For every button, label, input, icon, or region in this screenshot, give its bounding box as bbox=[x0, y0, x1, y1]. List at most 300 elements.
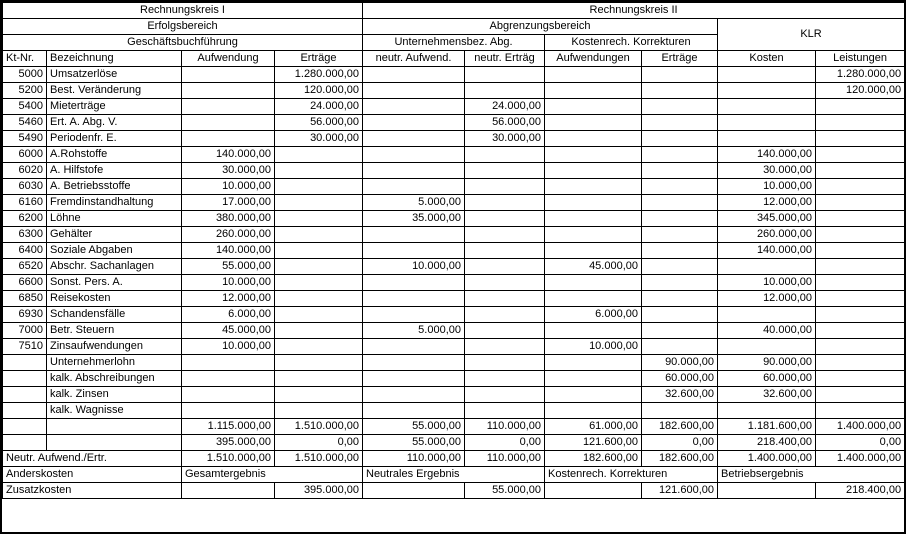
cell-ktnr bbox=[3, 355, 47, 371]
cell-klr-leistungen bbox=[816, 387, 905, 403]
table-row bbox=[3, 387, 905, 403]
table-row bbox=[3, 115, 905, 131]
col-ertraege-kk: Erträge bbox=[642, 51, 718, 67]
cell-neutr-ertrag bbox=[465, 339, 545, 355]
cell-bezeichnung: Zinsaufwendungen bbox=[47, 339, 182, 355]
cell-gb-aufwendung bbox=[182, 355, 275, 371]
cell-neutr-aufwend bbox=[363, 227, 465, 243]
cell-bezeichnung: A. Betriebsstoffe bbox=[47, 179, 182, 195]
cell-neutr-aufwend bbox=[363, 403, 465, 419]
col-bezeichnung: Bezeichnung bbox=[47, 51, 182, 67]
cell-neutr-aufwend bbox=[363, 291, 465, 307]
cell-klr-leistungen bbox=[816, 323, 905, 339]
cell-gb-aufwendung: 45.000,00 bbox=[182, 323, 275, 339]
cell-kk-ertraege bbox=[642, 323, 718, 339]
cell-neutr-aufwend: 35.000,00 bbox=[363, 211, 465, 227]
cell-neutr-ertrag bbox=[465, 83, 545, 99]
cell-neutr-aufwend bbox=[363, 99, 465, 115]
cell-bezeichnung: Mieterträge bbox=[47, 99, 182, 115]
sum-row-1 bbox=[3, 419, 905, 435]
cell-neutr-aufwend bbox=[363, 387, 465, 403]
cell-gb-aufwendung: 10.000,00 bbox=[182, 275, 275, 291]
cell-neutr-ertrag: 24.000,00 bbox=[465, 99, 545, 115]
sum1-gb-aufwendung: 1.115.000,00 bbox=[182, 419, 275, 435]
cell-kk-ertraege bbox=[642, 83, 718, 99]
cell-bezeichnung: A.Rohstoffe bbox=[47, 147, 182, 163]
table-row bbox=[3, 275, 905, 291]
cell-klr-leistungen bbox=[816, 307, 905, 323]
cell-kk-aufwendungen bbox=[545, 403, 642, 419]
cell-kk-ertraege bbox=[642, 147, 718, 163]
cell-neutr-ertrag bbox=[465, 323, 545, 339]
col-ktnr: Kt-Nr. bbox=[3, 51, 47, 67]
cell-kk-ertraege bbox=[642, 211, 718, 227]
value-kostenrech-korrekturen: 121.600,00 bbox=[642, 483, 718, 499]
cell-klr-kosten: 12.000,00 bbox=[718, 291, 816, 307]
header-rk2: Rechnungskreis II bbox=[363, 3, 905, 19]
table-row bbox=[3, 131, 905, 147]
header-kostenrech-korrekturen: Kostenrech. Korrekturen bbox=[545, 35, 718, 51]
cell-gb-ertraege bbox=[275, 355, 363, 371]
cell-kk-aufwendungen bbox=[545, 291, 642, 307]
sum3-kk-aufwendungen: 182.600,00 bbox=[545, 451, 642, 467]
cell-ktnr bbox=[3, 403, 47, 419]
cell-klr-kosten: 32.600,00 bbox=[718, 387, 816, 403]
cell-kk-ertraege bbox=[642, 99, 718, 115]
cell-ktnr: 6030 bbox=[3, 179, 47, 195]
cell-ktnr: 5460 bbox=[3, 115, 47, 131]
cell-gb-aufwendung bbox=[182, 115, 275, 131]
cell-gb-ertraege bbox=[275, 323, 363, 339]
cell-neutr-aufwend bbox=[363, 371, 465, 387]
cell-kk-aufwendungen bbox=[545, 211, 642, 227]
cell-kk-ertraege bbox=[642, 259, 718, 275]
cell-kk-aufwendungen bbox=[545, 355, 642, 371]
cell-neutr-ertrag bbox=[465, 403, 545, 419]
cell-gb-ertraege: 56.000,00 bbox=[275, 115, 363, 131]
label-betriebsergebnis: Betriebsergebnis bbox=[718, 467, 905, 483]
cell-kk-aufwendungen: 10.000,00 bbox=[545, 339, 642, 355]
cell-kk-aufwendungen bbox=[545, 163, 642, 179]
cell-ktnr: 6520 bbox=[3, 259, 47, 275]
cell-kk-aufwendungen bbox=[545, 131, 642, 147]
cell-neutr-ertrag bbox=[465, 355, 545, 371]
table-row bbox=[3, 371, 905, 387]
cell-gb-aufwendung: 55.000,00 bbox=[182, 259, 275, 275]
cell-ktnr: 6020 bbox=[3, 163, 47, 179]
cell-klr-kosten: 12.000,00 bbox=[718, 195, 816, 211]
sum1-neutr-aufwend: 55.000,00 bbox=[363, 419, 465, 435]
sum1-kk-ertraege: 182.600,00 bbox=[642, 419, 718, 435]
cell-ktnr: 5000 bbox=[3, 67, 47, 83]
cell-klr-kosten: 10.000,00 bbox=[718, 275, 816, 291]
cell-klr-kosten: 30.000,00 bbox=[718, 163, 816, 179]
cell-klr-kosten: 40.000,00 bbox=[718, 323, 816, 339]
table-row bbox=[3, 339, 905, 355]
cell-klr-leistungen bbox=[816, 131, 905, 147]
cell-klr-leistungen: 1.280.000,00 bbox=[816, 67, 905, 83]
cell-klr-kosten bbox=[718, 67, 816, 83]
cell-kk-ertraege bbox=[642, 291, 718, 307]
label-kostenrech-korrekturen: Kostenrech. Korrekturen bbox=[545, 467, 718, 483]
cell-neutr-aufwend bbox=[363, 275, 465, 291]
table-row bbox=[3, 307, 905, 323]
cell-bezeichnung: kalk. Zinsen bbox=[47, 387, 182, 403]
cell-klr-kosten bbox=[718, 131, 816, 147]
cell-klr-leistungen bbox=[816, 227, 905, 243]
cell-klr-kosten bbox=[718, 115, 816, 131]
cell-neutr-ertrag bbox=[465, 211, 545, 227]
cell-kk-ertraege: 90.000,00 bbox=[642, 355, 718, 371]
table-row bbox=[3, 163, 905, 179]
cell-ktnr bbox=[3, 371, 47, 387]
result-value-row bbox=[3, 483, 905, 499]
cell-gb-aufwendung: 140.000,00 bbox=[182, 243, 275, 259]
cell-klr-kosten bbox=[718, 99, 816, 115]
table-row bbox=[3, 195, 905, 211]
cell-kk-aufwendungen bbox=[545, 371, 642, 387]
cell-neutr-ertrag bbox=[465, 195, 545, 211]
cell-gb-ertraege bbox=[275, 147, 363, 163]
sum2-kk-ertraege: 0,00 bbox=[642, 435, 718, 451]
sum2-kk-aufwendungen: 121.600,00 bbox=[545, 435, 642, 451]
cell-neutr-ertrag bbox=[465, 179, 545, 195]
cell-bezeichnung: Abschr. Sachanlagen bbox=[47, 259, 182, 275]
cell-gb-aufwendung: 12.000,00 bbox=[182, 291, 275, 307]
cell-bezeichnung: kalk. Wagnisse bbox=[47, 403, 182, 419]
cell-gb-aufwendung: 260.000,00 bbox=[182, 227, 275, 243]
cell-gb-ertraege bbox=[275, 259, 363, 275]
sum3-gb-ertraege: 1.510.000,00 bbox=[275, 451, 363, 467]
cell-klr-leistungen bbox=[816, 195, 905, 211]
cell-ktnr bbox=[3, 387, 47, 403]
cell-neutr-ertrag bbox=[465, 147, 545, 163]
cell-neutr-ertrag bbox=[465, 275, 545, 291]
cell-ktnr: 6300 bbox=[3, 227, 47, 243]
table-row bbox=[3, 323, 905, 339]
cell-gb-ertraege bbox=[275, 339, 363, 355]
cell-neutr-aufwend bbox=[363, 339, 465, 355]
label-gesamtergebnis: Gesamtergebnis bbox=[182, 467, 363, 483]
cell-klr-kosten: 60.000,00 bbox=[718, 371, 816, 387]
cell-kk-aufwendungen bbox=[545, 67, 642, 83]
cell-kk-ertraege bbox=[642, 163, 718, 179]
cell-gb-aufwendung: 6.000,00 bbox=[182, 307, 275, 323]
cell-gb-ertraege bbox=[275, 275, 363, 291]
cell-klr-kosten: 345.000,00 bbox=[718, 211, 816, 227]
cell-klr-leistungen bbox=[816, 371, 905, 387]
cell-klr-kosten: 140.000,00 bbox=[718, 147, 816, 163]
cell-klr-kosten bbox=[718, 307, 816, 323]
sum3-gb-aufwendung: 1.510.000,00 bbox=[182, 451, 275, 467]
sum2-klr-leistungen: 0,00 bbox=[816, 435, 905, 451]
cell-kk-aufwendungen bbox=[545, 227, 642, 243]
cell-kk-ertraege bbox=[642, 195, 718, 211]
header-erfolgsbereich: Erfolgsbereich bbox=[3, 19, 363, 35]
cell-gb-aufwendung bbox=[182, 99, 275, 115]
cell-neutr-ertrag: 56.000,00 bbox=[465, 115, 545, 131]
sum2-gb-aufwendung: 395.000,00 bbox=[182, 435, 275, 451]
cell-neutr-aufwend: 5.000,00 bbox=[363, 195, 465, 211]
cell-kk-ertraege bbox=[642, 227, 718, 243]
sum3-klr-leistungen: 1.400.000,00 bbox=[816, 451, 905, 467]
sum2-gb-ertraege: 0,00 bbox=[275, 435, 363, 451]
cell-neutr-ertrag bbox=[465, 243, 545, 259]
cell-ktnr: 6930 bbox=[3, 307, 47, 323]
cell-kk-aufwendungen: 6.000,00 bbox=[545, 307, 642, 323]
table-row bbox=[3, 259, 905, 275]
cell-ktnr: 5490 bbox=[3, 131, 47, 147]
cell-klr-leistungen bbox=[816, 99, 905, 115]
cell-bezeichnung: Periodenfr. E. bbox=[47, 131, 182, 147]
result-blank-3 bbox=[545, 483, 642, 499]
cell-kk-ertraege bbox=[642, 403, 718, 419]
cell-gb-aufwendung: 10.000,00 bbox=[182, 339, 275, 355]
cell-bezeichnung: Soziale Abgaben bbox=[47, 243, 182, 259]
header-rk1: Rechnungskreis I bbox=[3, 3, 363, 19]
value-betriebsergebnis: 218.400,00 bbox=[816, 483, 905, 499]
cell-gb-ertraege bbox=[275, 195, 363, 211]
label-anderskosten: Anderskosten bbox=[3, 467, 182, 483]
cell-kk-ertraege bbox=[642, 131, 718, 147]
value-gesamtergebnis: 395.000,00 bbox=[275, 483, 363, 499]
cell-neutr-ertrag bbox=[465, 227, 545, 243]
cell-kk-ertraege bbox=[642, 307, 718, 323]
cell-neutr-aufwend: 10.000,00 bbox=[363, 259, 465, 275]
sum2-klr-kosten: 218.400,00 bbox=[718, 435, 816, 451]
cell-kk-aufwendungen bbox=[545, 147, 642, 163]
cell-gb-ertraege bbox=[275, 211, 363, 227]
cell-neutr-aufwend bbox=[363, 179, 465, 195]
cell-neutr-ertrag bbox=[465, 387, 545, 403]
cell-klr-kosten: 10.000,00 bbox=[718, 179, 816, 195]
table-row bbox=[3, 227, 905, 243]
cell-klr-kosten bbox=[718, 259, 816, 275]
cell-klr-leistungen bbox=[816, 403, 905, 419]
sum3-neutr-ertrag: 110.000,00 bbox=[465, 451, 545, 467]
cell-ktnr: 5200 bbox=[3, 83, 47, 99]
cell-kk-aufwendungen bbox=[545, 387, 642, 403]
col-aufwendungen: Aufwendungen bbox=[545, 51, 642, 67]
cell-neutr-ertrag bbox=[465, 307, 545, 323]
cell-neutr-ertrag bbox=[465, 67, 545, 83]
bab-table bbox=[2, 2, 905, 499]
header-unternehmensbez: Unternehmensbez. Abg. bbox=[363, 35, 545, 51]
cell-gb-aufwendung: 17.000,00 bbox=[182, 195, 275, 211]
cell-neutr-aufwend bbox=[363, 163, 465, 179]
cell-gb-aufwendung: 10.000,00 bbox=[182, 179, 275, 195]
cell-gb-ertraege: 24.000,00 bbox=[275, 99, 363, 115]
cell-ktnr: 5400 bbox=[3, 99, 47, 115]
cell-neutr-ertrag bbox=[465, 371, 545, 387]
cell-neutr-ertrag: 30.000,00 bbox=[465, 131, 545, 147]
cell-kk-ertraege bbox=[642, 339, 718, 355]
header-klr: KLR bbox=[718, 19, 905, 51]
cell-bezeichnung: Betr. Steuern bbox=[47, 323, 182, 339]
col-leistungen: Leistungen bbox=[816, 51, 905, 67]
cell-kk-ertraege bbox=[642, 67, 718, 83]
table-row bbox=[3, 99, 905, 115]
cell-neutr-aufwend bbox=[363, 147, 465, 163]
table-row bbox=[3, 211, 905, 227]
cell-ktnr: 7510 bbox=[3, 339, 47, 355]
result-blank-4 bbox=[718, 483, 816, 499]
cell-neutr-aufwend bbox=[363, 307, 465, 323]
sum3-label: Neutr. Aufwend./Ertr. bbox=[3, 451, 182, 467]
col-neutr-aufwend: neutr. Aufwend. bbox=[363, 51, 465, 67]
cell-neutr-aufwend bbox=[363, 83, 465, 99]
cell-klr-kosten bbox=[718, 83, 816, 99]
cell-gb-ertraege: 1.280.000,00 bbox=[275, 67, 363, 83]
sum-row-2 bbox=[3, 435, 905, 451]
cell-gb-aufwendung bbox=[182, 131, 275, 147]
label-neutrales-ergebnis: Neutrales Ergebnis bbox=[363, 467, 545, 483]
cell-neutr-aufwend bbox=[363, 355, 465, 371]
table-row bbox=[3, 147, 905, 163]
cell-ktnr: 6200 bbox=[3, 211, 47, 227]
cell-klr-leistungen bbox=[816, 339, 905, 355]
cell-neutr-ertrag bbox=[465, 163, 545, 179]
sum3-kk-ertraege: 182.600,00 bbox=[642, 451, 718, 467]
cell-neutr-aufwend bbox=[363, 243, 465, 259]
header-abgrenzungsbereich: Abgrenzungsbereich bbox=[363, 19, 718, 35]
cell-ktnr: 6160 bbox=[3, 195, 47, 211]
cell-gb-ertraege bbox=[275, 307, 363, 323]
cell-gb-ertraege bbox=[275, 387, 363, 403]
cell-ktnr: 6000 bbox=[3, 147, 47, 163]
cell-klr-leistungen: 120.000,00 bbox=[816, 83, 905, 99]
cell-klr-leistungen bbox=[816, 259, 905, 275]
header-row-rechnungskreise bbox=[3, 3, 905, 19]
cell-gb-ertraege bbox=[275, 291, 363, 307]
cell-ktnr: 6600 bbox=[3, 275, 47, 291]
cell-kk-aufwendungen bbox=[545, 179, 642, 195]
cell-kk-ertraege bbox=[642, 115, 718, 131]
table-row bbox=[3, 291, 905, 307]
cell-klr-leistungen bbox=[816, 243, 905, 259]
cell-gb-ertraege bbox=[275, 243, 363, 259]
cell-neutr-aufwend bbox=[363, 115, 465, 131]
cell-gb-aufwendung: 380.000,00 bbox=[182, 211, 275, 227]
sum-row-3 bbox=[3, 451, 905, 467]
cell-gb-aufwendung bbox=[182, 403, 275, 419]
cell-klr-kosten bbox=[718, 339, 816, 355]
cell-kk-aufwendungen bbox=[545, 115, 642, 131]
cell-gb-ertraege bbox=[275, 163, 363, 179]
table-row bbox=[3, 83, 905, 99]
cell-bezeichnung: kalk. Abschreibungen bbox=[47, 371, 182, 387]
cell-klr-leistungen bbox=[816, 211, 905, 227]
cell-ktnr: 6400 bbox=[3, 243, 47, 259]
sum1-neutr-ertrag: 110.000,00 bbox=[465, 419, 545, 435]
label-zusatzkosten: Zusatzkosten bbox=[3, 483, 182, 499]
sum1-klr-kosten: 1.181.600,00 bbox=[718, 419, 816, 435]
cell-bezeichnung: Reisekosten bbox=[47, 291, 182, 307]
cell-bezeichnung: Best. Veränderung bbox=[47, 83, 182, 99]
cell-klr-leistungen bbox=[816, 147, 905, 163]
cell-gb-aufwendung bbox=[182, 387, 275, 403]
result-label-row bbox=[3, 467, 905, 483]
cell-bezeichnung: Umsatzerlöse bbox=[47, 67, 182, 83]
col-ertraege: Erträge bbox=[275, 51, 363, 67]
cell-klr-kosten: 260.000,00 bbox=[718, 227, 816, 243]
sum3-neutr-aufwend: 110.000,00 bbox=[363, 451, 465, 467]
cell-kk-aufwendungen bbox=[545, 243, 642, 259]
cell-klr-kosten: 140.000,00 bbox=[718, 243, 816, 259]
cell-kk-ertraege: 60.000,00 bbox=[642, 371, 718, 387]
cell-bezeichnung: Löhne bbox=[47, 211, 182, 227]
sum2-neutr-aufwend: 55.000,00 bbox=[363, 435, 465, 451]
sum1-blank-ktnr bbox=[3, 419, 47, 435]
cell-bezeichnung: Sonst. Pers. A. bbox=[47, 275, 182, 291]
cell-klr-leistungen bbox=[816, 355, 905, 371]
cell-bezeichnung: Fremdinstandhaltung bbox=[47, 195, 182, 211]
cell-gb-ertraege: 120.000,00 bbox=[275, 83, 363, 99]
cell-kk-aufwendungen: 45.000,00 bbox=[545, 259, 642, 275]
cell-klr-leistungen bbox=[816, 179, 905, 195]
cell-klr-kosten: 90.000,00 bbox=[718, 355, 816, 371]
account-rows bbox=[3, 67, 905, 419]
table-row bbox=[3, 179, 905, 195]
cell-klr-leistungen bbox=[816, 163, 905, 179]
cell-gb-aufwendung bbox=[182, 371, 275, 387]
cell-gb-ertraege bbox=[275, 403, 363, 419]
cell-gb-ertraege: 30.000,00 bbox=[275, 131, 363, 147]
cell-bezeichnung: Gehälter bbox=[47, 227, 182, 243]
cell-gb-aufwendung: 140.000,00 bbox=[182, 147, 275, 163]
result-blank-2 bbox=[363, 483, 465, 499]
cell-kk-ertraege bbox=[642, 275, 718, 291]
cell-ktnr: 7000 bbox=[3, 323, 47, 339]
cell-neutr-aufwend bbox=[363, 67, 465, 83]
cell-klr-kosten bbox=[718, 403, 816, 419]
sum1-kk-aufwendungen: 61.000,00 bbox=[545, 419, 642, 435]
cell-kk-ertraege: 32.600,00 bbox=[642, 387, 718, 403]
sum3-klr-kosten: 1.400.000,00 bbox=[718, 451, 816, 467]
sum1-gb-ertraege: 1.510.000,00 bbox=[275, 419, 363, 435]
cell-bezeichnung: Schandensfälle bbox=[47, 307, 182, 323]
cell-kk-aufwendungen bbox=[545, 323, 642, 339]
table-row bbox=[3, 403, 905, 419]
cell-kk-aufwendungen bbox=[545, 99, 642, 115]
cell-gb-ertraege bbox=[275, 371, 363, 387]
cell-gb-aufwendung: 30.000,00 bbox=[182, 163, 275, 179]
cell-bezeichnung: Ert. A. Abg. V. bbox=[47, 115, 182, 131]
table-row bbox=[3, 355, 905, 371]
cell-ktnr: 6850 bbox=[3, 291, 47, 307]
cell-kk-aufwendungen bbox=[545, 195, 642, 211]
header-row-bereiche bbox=[3, 19, 905, 35]
cell-gb-aufwendung bbox=[182, 83, 275, 99]
cell-gb-aufwendung bbox=[182, 67, 275, 83]
table-row bbox=[3, 67, 905, 83]
table-row bbox=[3, 243, 905, 259]
col-kosten: Kosten bbox=[718, 51, 816, 67]
sum2-blank-label bbox=[47, 435, 182, 451]
cell-neutr-aufwend: 5.000,00 bbox=[363, 323, 465, 339]
cell-neutr-ertrag bbox=[465, 291, 545, 307]
cell-neutr-aufwend bbox=[363, 131, 465, 147]
sum1-klr-leistungen: 1.400.000,00 bbox=[816, 419, 905, 435]
cell-bezeichnung: A. Hilfstofe bbox=[47, 163, 182, 179]
cell-gb-ertraege bbox=[275, 227, 363, 243]
header-geschaeftsbuchfuehrung: Geschäftsbuchführung bbox=[3, 35, 363, 51]
sum1-blank-label bbox=[47, 419, 182, 435]
col-aufwendung: Aufwendung bbox=[182, 51, 275, 67]
sum2-blank-ktnr bbox=[3, 435, 47, 451]
cell-neutr-ertrag bbox=[465, 259, 545, 275]
cell-bezeichnung: Unternehmerlohn bbox=[47, 355, 182, 371]
